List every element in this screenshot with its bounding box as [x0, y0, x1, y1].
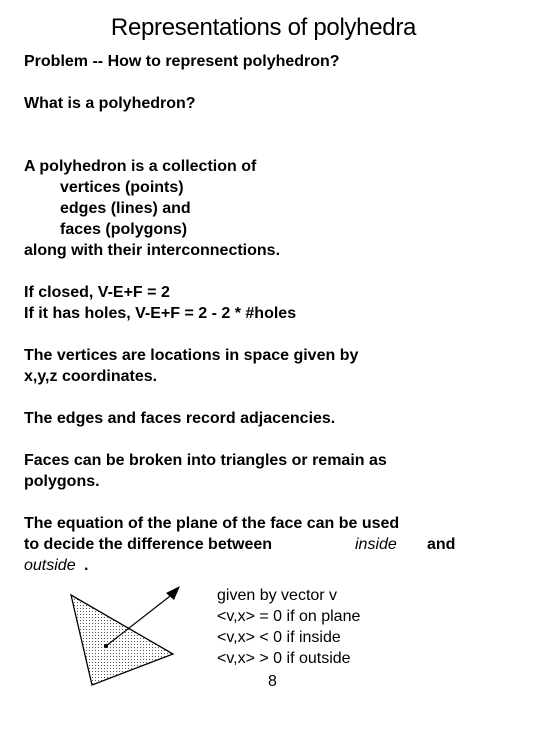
triangle-face: [71, 595, 173, 685]
faces-text-line2: polygons.: [24, 473, 100, 490]
plane-eq-inside: <v,x> < 0 if inside: [217, 629, 341, 646]
period: .: [84, 557, 89, 574]
definition-item-edges: edges (lines) and: [60, 200, 191, 217]
inside-word: inside: [355, 536, 397, 553]
plane-eq-given: given by vector v: [217, 587, 338, 604]
plane-text-line2-start: to decide the difference between: [24, 536, 273, 553]
problem-statement: Problem -- How to represent polyhedron?: [24, 53, 340, 70]
euler-holes: If it has holes, V-E+F = 2 - 2 * #holes: [24, 305, 297, 322]
plane-text-line3: [24, 556, 89, 576]
definition-item-faces: faces (polygons): [60, 221, 188, 238]
and-word: and: [427, 536, 456, 553]
euler-closed: If closed, V-E+F = 2: [24, 284, 170, 301]
plane-eq-outside: <v,x> > 0 if outside: [217, 650, 351, 667]
definition-intro: A polyhedron is a collection of: [24, 158, 257, 175]
edges-text: The edges and faces record adjacencies.: [24, 410, 336, 427]
vector-origin-point: [104, 644, 108, 648]
page-number: 8: [268, 673, 277, 690]
vertices-text-line1: The vertices are locations in space given by: [24, 347, 359, 364]
vertices-text-line2: x,y,z coordinates.: [24, 368, 158, 385]
definition-item-vertices: vertices (points): [60, 179, 184, 196]
triangle-normal-diagram: [62, 584, 192, 694]
plane-eq-on-plane: <v,x> = 0 if on plane: [217, 608, 361, 625]
question: What is a polyhedron?: [24, 95, 196, 112]
definition-outro: along with their interconnections.: [24, 242, 281, 259]
page-title: Representations of polyhedra: [110, 14, 417, 41]
outside-word: outside: [24, 557, 76, 574]
plane-text-line2: [24, 535, 456, 555]
faces-text-line1: Faces can be broken into triangles or remain as: [24, 452, 387, 469]
plane-text-line1: The equation of the plane of the face can be used: [24, 515, 400, 532]
